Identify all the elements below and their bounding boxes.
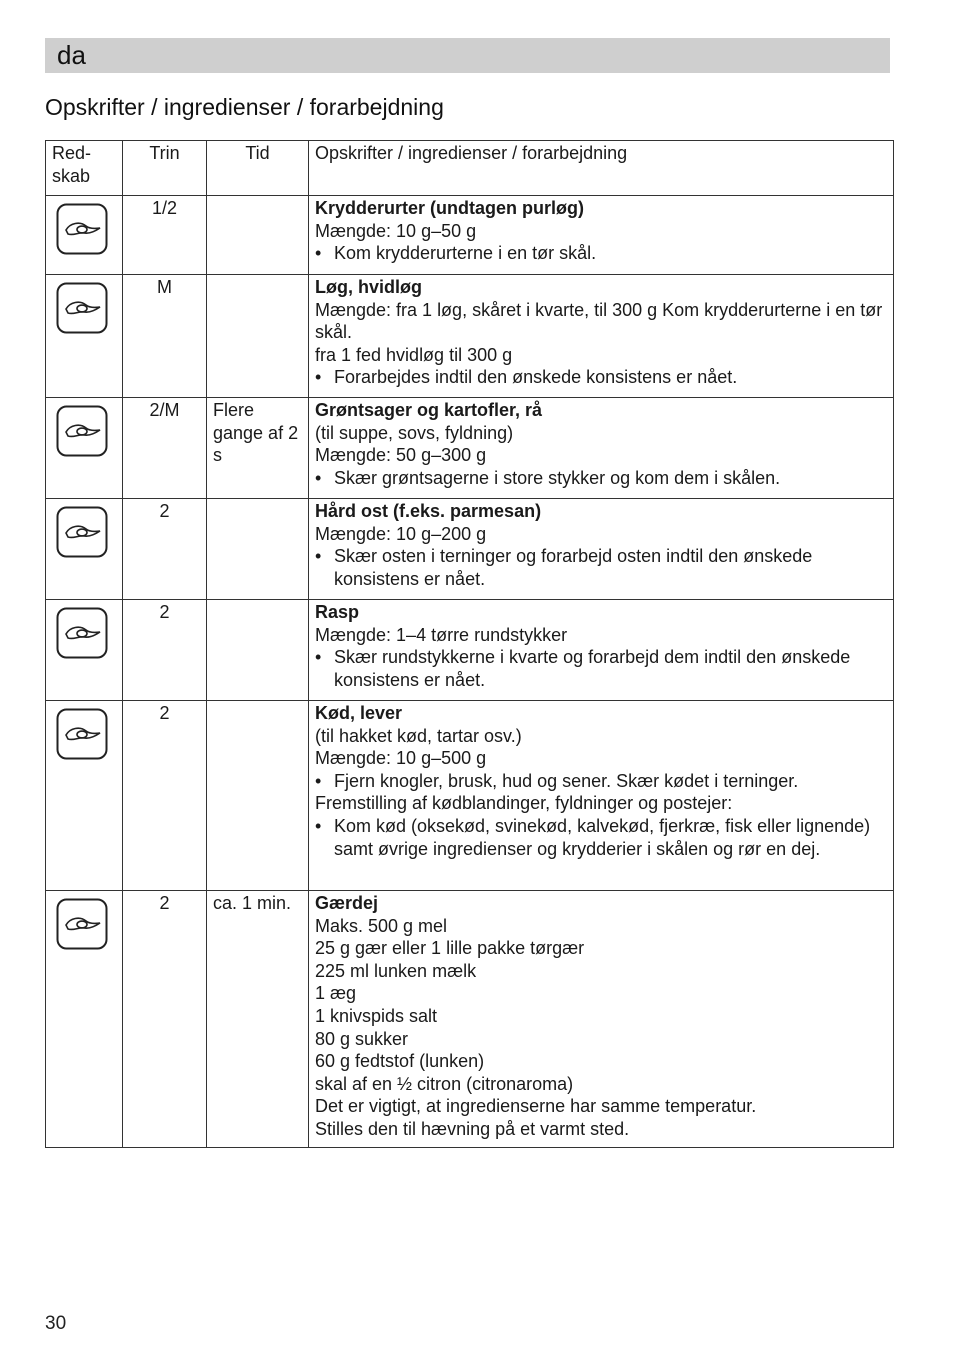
recipe-cell <box>309 701 894 891</box>
recipe-bullet: • Skær osten i terninger og forarbejd osten indtil den ønskede konsistens er nået. <box>315 545 887 590</box>
recipe-cell <box>309 600 894 701</box>
recipe-line: 1 æg <box>315 983 357 1004</box>
recipe-title: Hård ost (f.eks. parmesan) <box>315 501 542 521</box>
header-time: Tid <box>207 141 309 196</box>
language-code: da <box>57 40 86 70</box>
recipe-title: Grøntsager og kartofler, rå <box>315 400 543 420</box>
recipe-title: Krydderurter (undtagen purløg) <box>315 198 584 218</box>
knife-blade-icon <box>56 506 116 564</box>
recipe-table <box>45 140 894 1148</box>
recipe-bullet: • Fjern knogler, brusk, hud og sener. Skær kødet i terninger. <box>315 770 887 793</box>
time-cell <box>207 499 309 600</box>
recipe-line: 225 ml lunken mælk <box>315 960 477 981</box>
table-row <box>46 196 894 275</box>
table-row <box>46 701 894 891</box>
knife-blade-icon <box>56 898 116 956</box>
recipe-cell <box>309 398 894 499</box>
knife-blade-icon <box>56 282 116 340</box>
recipe-bullet: • Kom kød (oksekød, svinekød, kalvekød, fjerkræ, fisk eller lignende) samt øvrige ingredienser og krydderier i skålen og rør en dej. <box>315 815 887 860</box>
recipe-bullet: • Kom krydderurterne i en tør skål. <box>315 242 887 265</box>
step-cell: 2 <box>123 891 207 1148</box>
recipe-line: Mængde: fra 1 løg, skåret i kvarte, til 300 g Kom krydderurterne i en tør skål. <box>315 299 883 343</box>
knife-blade-icon <box>56 607 116 665</box>
recipe-line: 80 g sukker <box>315 1028 409 1049</box>
time-cell: Flere gange af 2 s <box>207 398 309 499</box>
table-row <box>46 600 894 701</box>
recipe-line: Mængde: 10 g–500 g <box>315 748 487 769</box>
recipe-cell <box>309 499 894 600</box>
recipe-line: Mængde: 50 g–300 g <box>315 445 487 466</box>
tool-cell <box>46 398 123 499</box>
recipe-line: Det er vigtigt, at ingredienserne har samme temperatur. <box>315 1096 757 1117</box>
header-tool: Red- skab <box>46 141 123 196</box>
recipe-title: Løg, hvidløg <box>315 277 422 297</box>
recipe-line: skal af en ½ citron (citronaroma) <box>315 1073 574 1094</box>
recipe-line: Mængde: 1–4 tørre rundstykker <box>315 624 568 645</box>
knife-blade-icon <box>56 405 116 463</box>
recipe-line: Stilles den til hævning på et varmt sted. <box>315 1118 630 1139</box>
knife-blade-icon <box>56 203 116 261</box>
recipe-bullet: • Forarbejdes indtil den ønskede konsistens er nået. <box>315 366 887 389</box>
knife-blade-icon <box>56 708 116 766</box>
page-title: Opskrifter / ingredienser / forarbejdning <box>45 94 444 120</box>
recipe-line: 60 g fedtstof (lunken) <box>315 1051 485 1072</box>
table-header-row <box>46 141 894 196</box>
recipe-line: (til hakket kød, tartar osv.) <box>315 725 522 746</box>
table-row <box>46 275 894 398</box>
recipe-line: fra 1 fed hvidløg til 300 g <box>315 344 513 365</box>
step-cell: M <box>123 275 207 398</box>
page-number: 30 <box>45 1313 67 1334</box>
recipe-line: Maks. 500 g mel <box>315 915 448 936</box>
recipe-title: Kød, lever <box>315 703 403 723</box>
step-cell: 2/M <box>123 398 207 499</box>
recipe-cell <box>309 196 894 275</box>
table-row <box>46 398 894 499</box>
recipe-line: Fremstilling af kødblandinger, fyldninger og postejer: <box>315 793 733 814</box>
recipe-line: (til suppe, sovs, fyldning) <box>315 422 514 443</box>
step-cell: 2 <box>123 701 207 891</box>
recipe-bullet: • Skær rundstykkerne i kvarte og forarbejd dem indtil den ønskede konsistens er nået. <box>315 646 887 691</box>
recipe-line: Mængde: 10 g–200 g <box>315 523 487 544</box>
recipe-bullet: • Skær grøntsagerne i store stykker og kom dem i skålen. <box>315 467 887 490</box>
tool-cell <box>46 891 123 1148</box>
language-bar <box>45 38 890 73</box>
recipe-line: 25 g gær eller 1 lille pakke tørgær <box>315 938 585 959</box>
time-cell <box>207 275 309 398</box>
tool-cell <box>46 499 123 600</box>
tool-cell <box>46 701 123 891</box>
recipe-title: Gærdej <box>315 893 379 913</box>
step-cell: 1/2 <box>123 196 207 275</box>
time-cell <box>207 701 309 891</box>
time-cell <box>207 196 309 275</box>
recipe-line: Mængde: 10 g–50 g <box>315 220 477 241</box>
step-cell: 2 <box>123 499 207 600</box>
recipe-cell <box>309 275 894 398</box>
header-recipe: Opskrifter / ingredienser / forarbejdning <box>309 141 894 196</box>
tool-cell <box>46 600 123 701</box>
time-cell <box>207 600 309 701</box>
step-cell: 2 <box>123 600 207 701</box>
tool-cell <box>46 196 123 275</box>
time-cell: ca. 1 min. <box>207 891 309 1148</box>
recipe-cell <box>309 891 894 1148</box>
table-row <box>46 891 894 1148</box>
table-row <box>46 499 894 600</box>
header-step: Trin <box>123 141 207 196</box>
recipe-line: 1 knivspids salt <box>315 1005 438 1026</box>
tool-cell <box>46 275 123 398</box>
recipe-title: Rasp <box>315 602 360 622</box>
